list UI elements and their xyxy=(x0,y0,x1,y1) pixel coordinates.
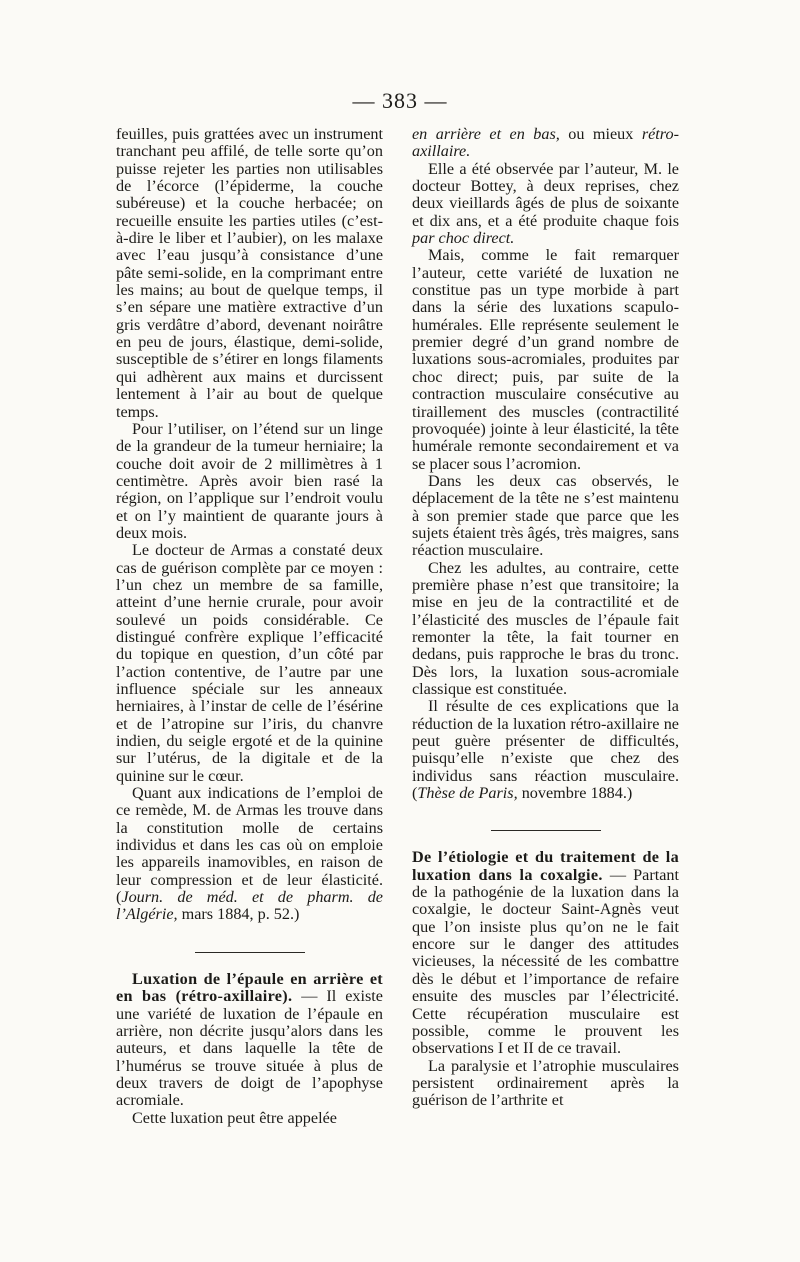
right-paragraph-4: Dans les deux cas observés, le déplacement de la tête ne s’est maintenu à son premier stade que parce que les sujets étaient très âgés, très maigres, sans réaction musculaire. xyxy=(412,471,680,560)
right-paragraph-1 xyxy=(412,126,679,161)
section-divider-right xyxy=(491,830,601,831)
left-paragraph-4-text: Quant aux indications de l’emploi de ce remède, M. de Armas les trouve dans la constitution molle de certains individus et dans les cas où on emploie les appareils inamovibles, en raison de leur compression et de leur élasticité. ( xyxy=(116,784,383,907)
right-paragraph-2-text: Elle a été observée par l’auteur, M. le docteur Bottey, à deux reprises, chez deux vieillards âgés de plus de soixante et dix ans, et a été produite chaque fois xyxy=(412,159,679,230)
section-heading-coxalgie: De l’étiologie et du traitement de la luxation dans la coxalgie. xyxy=(412,848,679,884)
left-paragraph-5: — Il existe une variété de luxation de l’épaule en arrière, non décrite jusqu’alors dans les auteurs, et dans laquelle la tête de l’humérus se trouve située à plus de deux travers de doigt de l’apophyse acromiale. xyxy=(116,987,383,1110)
right-paragraph-6-text: Il résulte de ces explications que la réduction de la luxation rétro-axillaire ne peut guère présenter de difficultés, puisqu’elle n’existe que chez des individus sans réaction musculaire. ( xyxy=(412,697,679,803)
right-paragraph-1-italic-2: rétro-axillaire. xyxy=(412,125,679,161)
citation-thesis: Thèse de Paris, xyxy=(417,784,518,803)
citation-journal: Journ. de méd. et de pharm. de l’Algérie, xyxy=(116,888,383,924)
right-paragraph-7: — Partant de la pathogénie de la luxation dans la coxalgie, le docteur Saint-Agnès veut que l’on insiste plus qu’on ne le fait encore sur le danger des attitudes vicieuses, la nécessité de les combattre dès le début et l’importance de refaire ensuite des muscles par l’électricité. Cette récupération musculaire est possible, comme le prouvent les observations I et II de ce travail. xyxy=(412,865,679,1058)
right-paragraph-6-tail: novembre 1884.) xyxy=(517,784,633,803)
page-number: — 383 — xyxy=(352,88,448,113)
left-paragraph-6: Cette luxation peut être appelée xyxy=(132,1108,337,1127)
section-divider-left xyxy=(195,952,305,953)
left-section-paragraph xyxy=(116,971,383,1110)
left-paragraph-4-tail: mars 1884, p. 52.) xyxy=(177,905,300,924)
right-paragraph-2 xyxy=(412,161,679,248)
left-column xyxy=(116,126,383,1127)
left-paragraph-2: Pour l’utiliser, on l’étend sur un linge de la grandeur de la tumeur herniaire; la couche doit avoir de 2 millimètres à 1 centimètre. Après avoir bien rasé la région, on l’applique sur l’endroit voulu et on l’y maintient de quarante jours à deux mois. xyxy=(116,419,383,542)
right-paragraph-6 xyxy=(412,698,679,802)
right-paragraph-8: La paralysie et l’atrophie musculaires persistent ordinairement après la guérison de l’arthrite et xyxy=(412,1056,679,1110)
left-paragraph-3: Le docteur de Armas a constaté deux cas de guérison complète par ce moyen : l’un chez un membre de sa famille, atteint d’une hernie crurale, pour avoir soulevé un poids considérable. Ce distingué confrère explique l’efficacité du topique en question, d’un côté par l’action contentive, de l’autre par une influence spéciale sur les anneaux herniaires, à l’instar de celle de l’ésérine et de l’atropine sur l’iris, du chanvre indien, du seigle ergoté et de la quinine sur l’utérus, de la digitale et de la quinine sur le cœur. xyxy=(116,541,383,785)
right-column xyxy=(412,126,679,1110)
right-paragraph-1-mid: ou mieux xyxy=(559,125,642,143)
right-paragraph-5: Chez les adultes, au contraire, cette première phase n’est que transitoire; la mise en jeu de la contractilité et de l’élasticité des muscles de l’épaule fait remonter la tête, la fait tourner en dedans, puis rapproche le bras du tronc. Dès lors, la luxation sous-acromiale classique est constituée. xyxy=(412,558,679,698)
right-section-paragraph xyxy=(412,849,679,1057)
right-paragraph-2-italic: par choc direct. xyxy=(412,229,515,248)
left-paragraph-1: feuilles, puis grattées avec un instrument tranchant peu affilé, de telle sorte qu’on puisse rejeter les parties non utilisables de l’écorce (l’épiderme, la couche subéreuse) et la couche herbacée; on recueille ensuite les parties utiles (c’est-à-dire le liber et l’aubier), on les malaxe avec l’eau jusqu’à consistance d’une pâte semi-solide, en la comprimant entre les mains; au bout de quelque temps, il s’en sépare une matière extractive d’un gris verdâtre d’abord, devenant noirâtre en peu de jours, élastique, demi-solide, susceptible de s’étirer en longs filaments qui adhèrent aux mains et durcissent lentement à l’air au bout de quelque temps. xyxy=(116,125,383,421)
section-heading-luxation: Luxation de l’épaule en arrière et en bas (rétro-axillaire). xyxy=(116,969,383,1006)
left-paragraph-4 xyxy=(116,785,383,924)
right-paragraph-1-italic: en arrière et en bas, xyxy=(412,125,560,143)
right-paragraph-3: Mais, comme le fait remarquer l’auteur, cette variété de luxation ne constitue pas un type morbide à part dans la série des luxations scapulo-humérales. Elle représente seulement le premier degré d’un grand nombre de luxations sous-acromiales, produites par choc direct; puis, par suite de la contraction musculaire consécutive au tiraillement des muscles (contractilité provoquée) jointe à leur élasticité, la tête humérale remonte secondairement et va se placer sous l’acromion. xyxy=(412,246,679,473)
